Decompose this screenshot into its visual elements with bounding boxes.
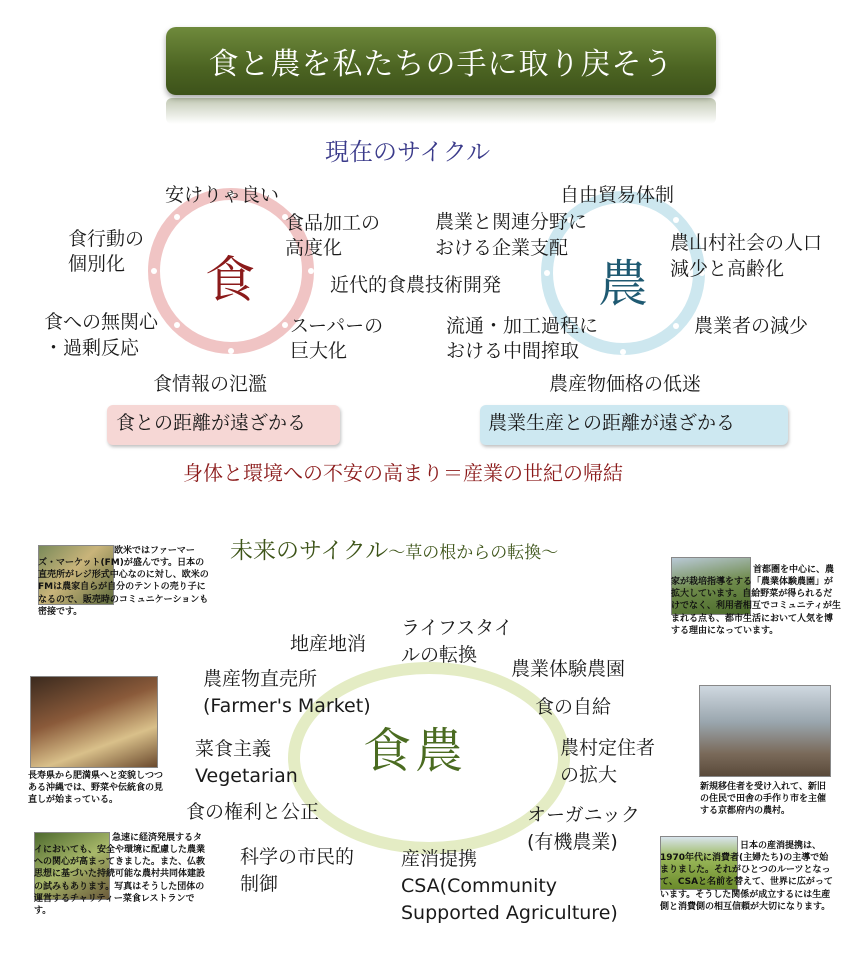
future-label: (有機農業) (527, 831, 618, 853)
farm-label: 農業と関連分野に (435, 211, 588, 233)
food-label: 食情報の氾濫 (153, 373, 268, 395)
future-label: ライフスタイ (401, 617, 513, 639)
banner-reflection (166, 98, 716, 124)
food-label: 個別化 (68, 253, 126, 275)
future-label: ルの転換 (401, 644, 478, 666)
food-label: 食行動の (68, 228, 145, 250)
future-label: 農産物直売所 (203, 668, 318, 690)
note-thailand: 急速に経済発展するタイにおいても、安全や環境に配慮した農業への関心が高まってきました。また、仏教思想に基づいた持続可能な農村共同体建設の試みもあります。写真はそうした団体の運営するチャリティー菜食レストランです。 (34, 833, 206, 916)
note-farm-experience: 首都圏を中心に、農家が栽培指導をする「農業体験農園」が拡大しています。自給野菜が得られるだけでなく、利用者相互でコミュニティが生まれる点も、都市生活において人気を博する理由になっています。 (671, 565, 841, 636)
conclusion-text: 身体と環境への不安の高まり＝産業の世紀の帰結 (183, 461, 623, 485)
future-cycle-title (230, 537, 558, 567)
okinawa-food-photo (30, 676, 158, 768)
farm-label: おける中間搾取 (446, 340, 580, 362)
future-title-main: 未来のサイクル (230, 538, 389, 564)
future-label: の拡大 (560, 764, 618, 786)
future-label: 科学の市民的 (240, 846, 355, 868)
future-label: 食の権利と公正 (186, 801, 320, 823)
farm-label: 農業者の減少 (694, 315, 809, 337)
farm-glyph: 農 (598, 255, 648, 313)
future-label: 菜食主義 (195, 738, 272, 760)
future-label: Vegetarian (195, 765, 298, 787)
future-label: 制御 (240, 873, 279, 895)
food-distance-text: 食との距離が遠ざかる (116, 412, 307, 434)
future-label: 食の自給 (535, 696, 612, 718)
farm-distance-text: 農業生産との距離が遠ざかる (488, 412, 736, 434)
food-label: スーパーの (290, 315, 384, 337)
farm-label: おける企業支配 (435, 237, 569, 259)
farm-label: 自由貿易体制 (560, 184, 675, 206)
future-label: (Farmer's Market) (203, 695, 371, 717)
current-cycle-title: 現在のサイクル (325, 138, 491, 166)
food-label: 食品加工の (285, 212, 381, 234)
main-title-banner (166, 27, 716, 95)
food-label: 高度化 (285, 237, 343, 259)
food-label: 安けりゃ良い (165, 184, 280, 206)
farm-label: 農産物価格の低迷 (549, 373, 702, 395)
note-teikei: 日本の産消提携は、1970年代に消費者(主婦たち)の主導で始まりました。それがひとつのルーツとなって、CSAと名前を替えて、世界に広がっています。そうした関係が成立するには生産側と消費側の相互信頼が大切になります。 (660, 841, 833, 912)
future-label: 農業体験農園 (511, 658, 626, 680)
future-label: 地産地消 (290, 633, 367, 655)
note-village-market: 新規移住者を受け入れて、新旧の住民で田舎の手作り市を主催する京都府内の農村。 (700, 782, 827, 817)
center-label: 近代的食農技術開発 (330, 274, 502, 296)
farm-label: 減少と高齢化 (670, 258, 785, 280)
food-glyph: 食 (205, 251, 255, 309)
note-okinawa: 長寿県から肥満県へと変貌しつつある沖縄では、野菜や伝統食の見直しが始まっている。 (28, 771, 164, 806)
future-center-glyph: 食農 (363, 723, 468, 779)
future-label: 農村定住者 (560, 737, 656, 759)
note-farmers-market: 欧米ではファーマーズ・マーケット(FM)が盛んです。日本の直売所がレジ形式中心なのに対し、欧米のFMは農家自らが自分のテントの売り子になるので、販売時のコミュニケーションも密接です。 (38, 546, 209, 617)
farm-label: 流通・加工過程に (446, 315, 599, 337)
food-label: 巨大化 (290, 340, 348, 362)
future-label: 産消提携 (401, 848, 478, 870)
main-title: 食と農を私たちの手に取り戻そう (208, 47, 674, 82)
food-label: ・過剰反応 (44, 337, 140, 359)
future-label: CSA(Community (401, 875, 558, 897)
food-label: 食への無関心 (44, 311, 159, 333)
farm-label: 農山村社会の人口 (670, 232, 823, 254)
future-label: Supported Agriculture) (401, 902, 618, 924)
future-label: オーガニック (527, 804, 640, 826)
future-title-sub: ～草の根からの転換～ (388, 543, 559, 563)
village-market-photo (699, 685, 831, 777)
